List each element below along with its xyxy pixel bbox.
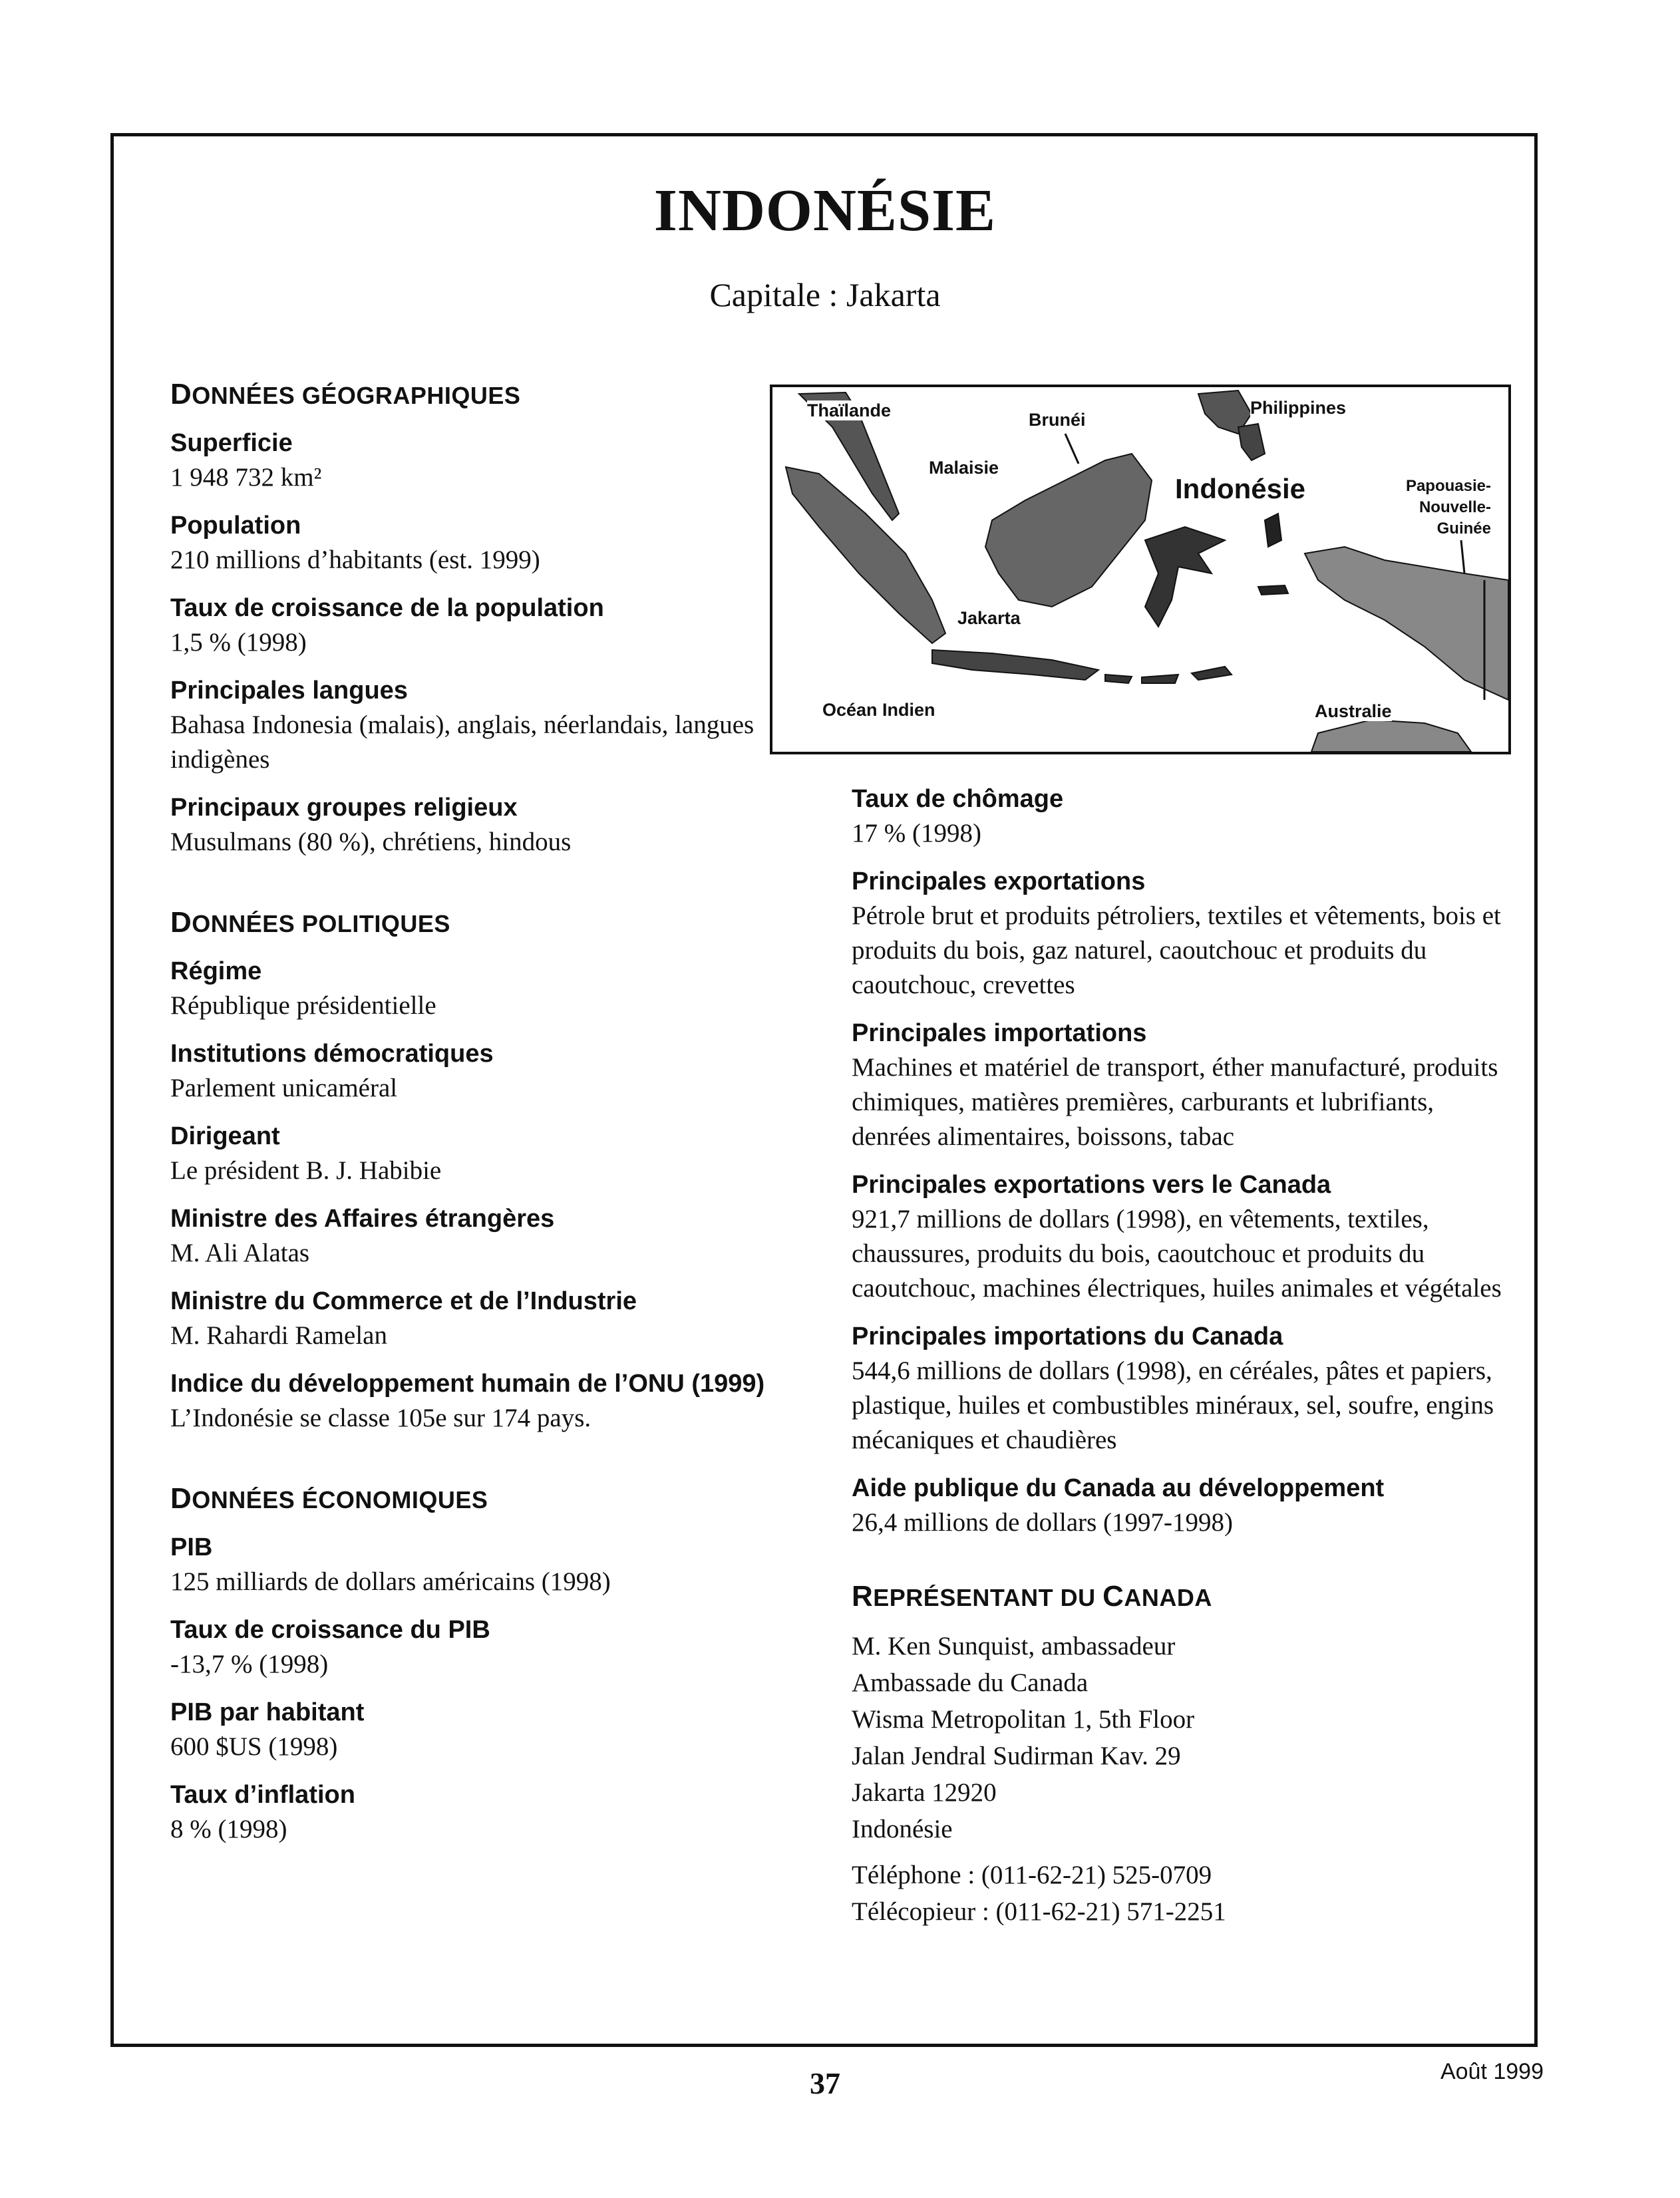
map-label-brunei: Brunéi <box>1029 410 1086 430</box>
capital-subtitle: Capitale : Jakarta <box>709 276 941 313</box>
section-economic <box>170 1482 769 1847</box>
section-heading-economic: DONNÉES ÉCONOMIQUES <box>170 1482 488 1515</box>
halmahera-shape <box>1265 514 1281 547</box>
section-heading-representative: REPRÉSENTANT DU CANADA <box>852 1580 1212 1613</box>
phone-number: Téléphone : (011-62-21) 525-0709 <box>852 1861 1212 1889</box>
address-line: Jalan Jendral Sudirman Kav. 29 <box>852 1742 1181 1770</box>
section-heading-geographic: DONNÉES GÉOGRAPHIQUES <box>170 378 521 410</box>
address-line: Jakarta 12920 <box>852 1778 997 1807</box>
section-canada-representative <box>852 1580 1517 1930</box>
java-shape <box>932 650 1098 680</box>
field-foreign-minister: Ministre des Affaires étrangères M. Ali Alatas <box>170 1205 555 1267</box>
new-guinea-shape <box>1305 547 1508 700</box>
map-label-nouvelle: Nouvelle- <box>1388 498 1491 518</box>
section-heading-political: DONNÉES POLITIQUES <box>170 906 450 939</box>
address-line: Wisma Metropolitan 1, 5th Floor <box>852 1705 1195 1734</box>
field-exports: Principales exportations Pétrole brut et produits pétroliers, textiles et vêtements, bois et produits du bois, gaz naturel, caoutchouc et produits du caoutchouc, crevettes <box>852 867 1501 999</box>
map-label-thailande: Thaïlande <box>807 400 892 420</box>
section-economic-continued <box>852 782 1517 1540</box>
sumatra-shape <box>786 467 945 643</box>
page-number: 37 <box>810 2066 840 2100</box>
nusa-tenggara-shape <box>1142 675 1178 683</box>
field-imports: Principales importations Machines et matériel de transport, éther manufacturé, produits chimiques, matières premières, carburants et lubrifiants, denrées alimentaires, boissons, tabac <box>852 1019 1498 1151</box>
right-column <box>852 782 1517 1976</box>
address-line: Indonésie <box>852 1815 953 1843</box>
field-institutions: Institutions démocratiques Parlement unicaméral <box>170 1040 494 1102</box>
field-leader: Dirigeant Le président B. J. Habibie <box>170 1122 442 1185</box>
section-geographic <box>170 378 769 860</box>
field-gdp-growth: Taux de croissance du PIB -13,7 % (1998) <box>170 1616 490 1678</box>
map-label-papouasie: Papouasie- <box>1388 476 1491 496</box>
bali-shape <box>1105 675 1132 683</box>
fax-number: Télécopieur : (011-62-21) 571-2251 <box>852 1897 1226 1926</box>
field-canada-aid: Aide publique du Canada au développement 26,4 millions de dollars (1997-1998) <box>852 1474 1385 1537</box>
mindanao-shape <box>1238 424 1265 460</box>
field-imports-from-canada: Principales importations du Canada 544,6 millions de dollars (1998), en céréales, pâtes et papiers, plastique, huiles et combustibles minéraux, sel, soufre, engins mécaniques et chaudières <box>852 1323 1494 1454</box>
timor-shape <box>1192 667 1232 680</box>
left-column <box>170 378 769 1893</box>
page-title: INDONÉSIE <box>653 178 997 243</box>
seram-shape <box>1258 585 1288 595</box>
representative-address <box>852 1628 1517 1930</box>
sulawesi-shape <box>1145 527 1225 627</box>
map-label-malaisie: Malaisie <box>929 458 999 478</box>
papouasie-arrow <box>1461 540 1464 573</box>
map-label-jakarta: Jakarta <box>957 608 1021 628</box>
borneo-shape <box>985 454 1152 607</box>
map-label-guinee: Guinée <box>1388 519 1491 539</box>
australia-shape <box>1311 720 1471 752</box>
field-area: Superficie 1 948 732 km² <box>170 429 322 492</box>
map-label-philippines: Philippines <box>1250 398 1347 418</box>
address-line: M. Ken Sunquist, ambassadeur <box>852 1632 1176 1660</box>
field-languages: Principales langues Bahasa Indonesia (malais), anglais, néerlandais, langues indigènes <box>170 677 755 774</box>
indonesia-map <box>770 385 1511 754</box>
map-label-indonesie: Indonésie <box>1175 473 1306 504</box>
map-label-ocean-indien: Océan Indien <box>822 700 935 720</box>
publication-date: Août 1999 <box>1440 2059 1544 2084</box>
field-population: Population 210 millions d’habitants (est. 1999) <box>170 512 540 574</box>
field-exports-to-canada: Principales exportations vers le Canada 921,7 millions de dollars (1998), en vêtements, textiles, chaussures, produits du bois, caoutchouc et produits du caoutchouc, machines électriques, huiles animales et végétales <box>852 1171 1502 1303</box>
field-population-growth: Taux de croissance de la population 1,5 % (1998) <box>170 594 604 657</box>
field-gdp: PIB 125 milliards de dollars américains (1998) <box>170 1533 611 1596</box>
map-drawing <box>772 387 1508 752</box>
field-inflation: Taux d’inflation 8 % (1998) <box>170 1781 355 1843</box>
brunei-arrow <box>1065 434 1079 464</box>
map-label-australie: Australie <box>1315 701 1392 721</box>
address-line: Ambassade du Canada <box>852 1668 1089 1697</box>
field-regime: Régime République présidentielle <box>170 957 436 1020</box>
field-gdp-per-capita: PIB par habitant 600 $US (1998) <box>170 1698 365 1761</box>
field-unemployment: Taux de chômage 17 % (1998) <box>852 785 1064 848</box>
field-religions: Principaux groupes religieux Musulmans (80 %), chrétiens, hindous <box>170 794 572 856</box>
field-trade-minister: Ministre du Commerce et de l’Industrie M. Rahardi Ramelan <box>170 1287 637 1350</box>
field-hdi: Indice du développement humain de l’ONU (1999) L’Indonésie se classe 105e sur 174 pays. <box>170 1370 765 1432</box>
section-political <box>170 906 769 1436</box>
